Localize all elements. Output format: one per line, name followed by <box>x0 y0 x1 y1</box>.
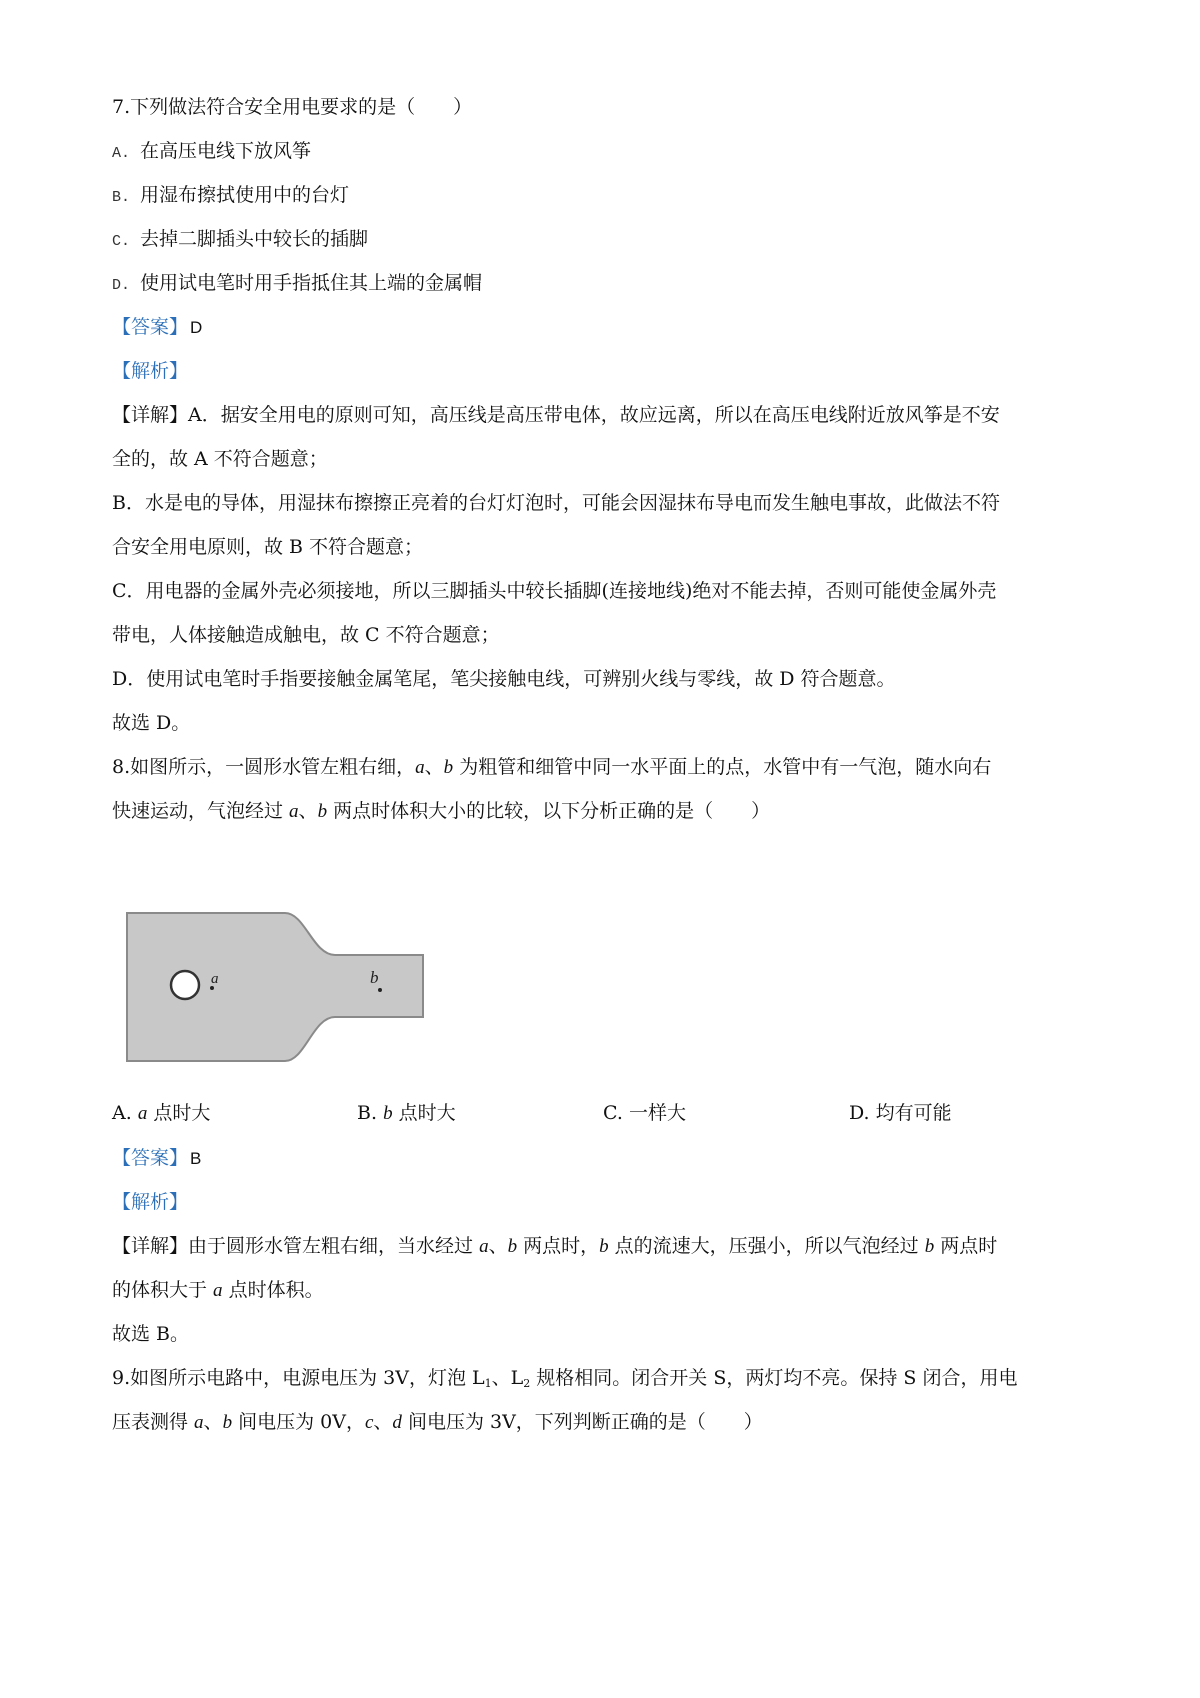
detail-text: A．据安全用电的原则可知，高压线是高压带电体，故应远离，所以在高压电线附近放风筝是不安 <box>188 404 1000 426</box>
q7-detail-b-2: 合安全用电原则，故 B 不符合题意； <box>112 536 424 558</box>
q7-detail-a-1 <box>112 402 1000 428</box>
detail-text: 由于圆形水管左粗右细，当水经过 <box>188 1235 480 1257</box>
answer-value: B <box>190 1149 202 1168</box>
answer-tag: 【答案】 <box>112 1147 189 1169</box>
q8-option-c <box>603 1100 686 1126</box>
var-b: b <box>443 757 454 778</box>
stem-text: 规格相同。闭合开关 S，两灯均不亮。保持 S 闭合，用电 <box>530 1367 1018 1389</box>
var-a: a <box>415 757 425 778</box>
q7-detail-c-2: 带电，人体接触造成触电，故 C 不符合题意； <box>112 624 500 646</box>
detail-text: 的体积大于 <box>112 1279 214 1301</box>
option-label: C. <box>112 233 131 250</box>
q8-stem-line-2 <box>112 798 770 825</box>
detail-text: 点时体积。 <box>222 1279 324 1301</box>
option-text: 点时大 <box>147 1102 211 1124</box>
option-var: a <box>137 1103 148 1124</box>
stem-text: 两点时体积大小的比较，以下分析正确的是（ ） <box>327 800 771 822</box>
option-label: D. <box>112 277 131 294</box>
stem-text: 、 <box>298 800 318 822</box>
var-b: b <box>599 1236 609 1257</box>
detail-text: 两点时 <box>934 1235 998 1257</box>
q7-option-b <box>112 182 349 211</box>
detail-tag: 【详解】 <box>112 1235 189 1257</box>
option-text: 均有可能 <box>869 1102 952 1124</box>
var-a: a <box>194 1412 204 1433</box>
point-b-label: b <box>370 968 379 987</box>
stem-text: 、 <box>373 1411 393 1433</box>
detail-text: 点的流速大，压强小，所以气泡经过 <box>608 1235 925 1257</box>
stem-text: 快速运动，气泡经过 <box>112 800 290 822</box>
var-b: b <box>924 1236 935 1257</box>
point-b-dot <box>378 988 382 992</box>
stem-text: 、 <box>203 1411 223 1433</box>
water-pipe-figure <box>125 905 425 1070</box>
q8-option-d <box>849 1100 952 1126</box>
option-text: 去掉二脚插头中较长的插脚 <box>140 228 369 250</box>
detail-tag: 【详解】 <box>112 404 189 426</box>
option-text: 在高压电线下放风筝 <box>140 140 312 162</box>
stem-text: 、 <box>424 756 444 778</box>
q8-stem-line-1 <box>112 754 991 781</box>
option-label: C. <box>603 1102 623 1124</box>
q8-detail-line-1 <box>112 1233 997 1260</box>
detail-text: 、 <box>488 1235 508 1257</box>
q7-option-d <box>112 270 482 299</box>
q7-option-c <box>112 226 368 255</box>
q7-option-a <box>112 138 311 167</box>
detail-text: 两点时， <box>517 1235 600 1257</box>
var-d: d <box>392 1412 402 1433</box>
q8-option-b <box>357 1100 456 1127</box>
q7-stem: 7.下列做法符合安全用电要求的是（ ） <box>112 96 473 118</box>
option-text: 一样大 <box>622 1102 686 1124</box>
option-var: b <box>383 1103 393 1124</box>
option-label: A. <box>112 1102 132 1124</box>
q7-detail-a-2: 全的，故 A 不符合题意； <box>112 448 328 470</box>
answer-value: D <box>190 318 203 337</box>
option-label: A. <box>112 145 131 162</box>
option-label: B. <box>112 189 131 206</box>
answer-tag: 【答案】 <box>112 316 189 338</box>
q7-detail-b-1: B．水是电的导体，用湿抹布擦擦正亮着的台灯灯泡时，可能会因湿抹布导电而发生触电事故，此做法不符 <box>112 492 1000 514</box>
q7-choose: 故选 D。 <box>112 712 191 734</box>
option-text: 用湿布擦拭使用中的台灯 <box>140 184 350 206</box>
stem-text: 、L <box>491 1367 524 1389</box>
point-a-label: a <box>211 971 219 987</box>
q7-detail-d: D．使用试电笔时手指要接触金属笔尾，笔尖接触电线，可辨别火线与零线，故 D 符合题意。 <box>112 668 896 690</box>
q8-detail-line-2 <box>112 1277 324 1304</box>
option-label: D. <box>849 1102 870 1124</box>
var-b: b <box>317 801 328 822</box>
stem-text: 压表测得 <box>112 1411 195 1433</box>
var-b: b <box>222 1412 233 1433</box>
q7-analysis-tag: 【解析】 <box>112 360 189 382</box>
option-label: B. <box>357 1102 378 1124</box>
air-bubble <box>171 971 199 999</box>
q7-answer <box>112 314 202 341</box>
var-c: c <box>364 1412 374 1433</box>
subscript: 1 <box>484 1377 492 1390</box>
subscript: 2 <box>523 1377 531 1390</box>
stem-text: 8.如图所示，一圆形水管左粗右细， <box>112 756 416 778</box>
var-a: a <box>479 1236 489 1257</box>
var-a: a <box>213 1280 223 1301</box>
stem-text: 间电压为 3V，下列判断正确的是（ ） <box>401 1411 763 1433</box>
var-a: a <box>289 801 299 822</box>
option-text: 使用试电笔时用手指抵住其上端的金属帽 <box>140 272 483 294</box>
q8-analysis-tag: 【解析】 <box>112 1191 189 1213</box>
q7-detail-c-1: C．用电器的金属外壳必须接地，所以三脚插头中较长插脚(连接地线)绝对不能去掉，否则可能使金属外壳 <box>112 580 997 602</box>
var-b: b <box>507 1236 518 1257</box>
stem-text: 9.如图所示电路中，电源电压为 3V，灯泡 L <box>112 1367 485 1389</box>
q8-option-a <box>112 1100 210 1127</box>
option-text: 点时大 <box>392 1102 456 1124</box>
q8-choose: 故选 B。 <box>112 1323 190 1345</box>
q9-stem-line-1 <box>112 1365 1017 1397</box>
q8-answer <box>112 1145 201 1172</box>
stem-text: 为粗管和细管中同一水平面上的点，水管中有一气泡，随水向右 <box>453 756 992 778</box>
q9-stem-line-2 <box>112 1409 763 1436</box>
stem-text: 间电压为 0V， <box>232 1411 365 1433</box>
